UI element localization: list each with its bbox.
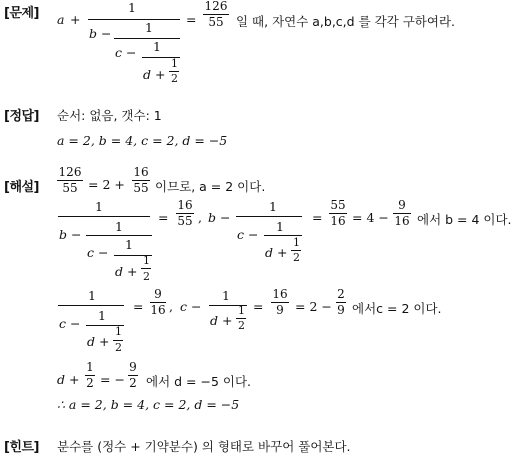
step3-text: 에서c = 2 이다.	[352, 301, 442, 316]
step2-text: 에서 b = 4 이다.	[417, 212, 512, 227]
step2-expression: = 4 −	[352, 210, 389, 225]
fraction-numerator: 126	[204, 0, 228, 13]
answer-order-count: 순서: 없음, 갯수: 1	[57, 108, 162, 123]
step3-expression: = 2 −	[295, 299, 332, 314]
answer-values: a = 2, b = 4, c = 2, d = −5	[57, 133, 228, 148]
step1-expression: = 2 +	[88, 177, 125, 192]
hint-label: [힌트]	[4, 440, 39, 455]
step4-text: 에서 d = −5 이다.	[146, 374, 252, 389]
problem-text: 일 때, 자연수 a,b,c,d 를 각각 구하여라.	[236, 14, 456, 29]
hint-text: 분수를 (정수 + 기약분수) 의 형태로 바꾸어 풀어본다.	[57, 439, 351, 454]
answer-label: [정답]	[4, 109, 39, 124]
solution-conclusion: ∴ a = 2, b = 4, c = 2, d = −5	[57, 397, 240, 412]
problem-label: [문제]	[4, 6, 39, 21]
solution-label: [해설]	[4, 180, 39, 195]
fraction-denominator: 55	[208, 15, 224, 29]
step1-text: 이므로, a = 2 이다.	[155, 179, 266, 194]
